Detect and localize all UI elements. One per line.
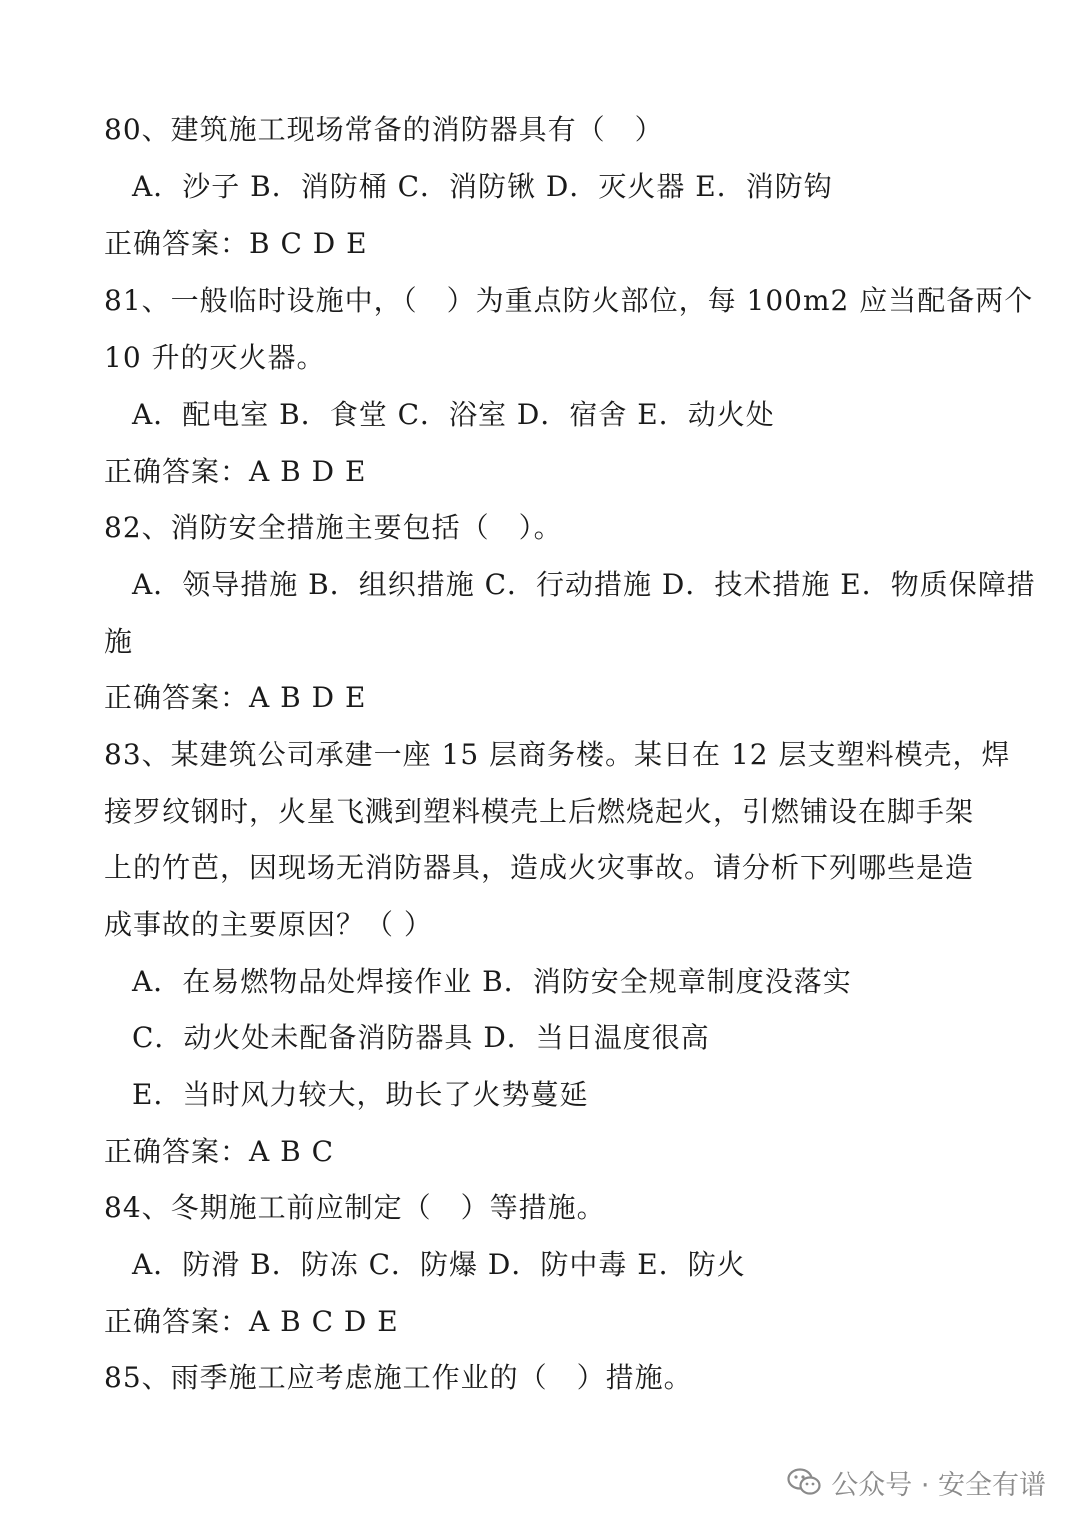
options-82-line-1: A．领导措施 B．组织措施 C．行动措施 D．技术措施 E．物质保障措 (132, 568, 1036, 601)
answer-84: 正确答案：A B C D E (104, 1305, 399, 1338)
options-83-line-3: E．当时风力较大，助长了火势蔓延 (132, 1078, 589, 1111)
answer-83: 正确答案：A B C (104, 1135, 335, 1168)
question-81-line-1: 81、一般临时设施中，（ ）为重点防火部位，每 100m2 应当配备两个 (104, 284, 1034, 317)
options-83-line-1: A．在易燃物品处焊接作业 B．消防安全规章制度没落实 (132, 965, 852, 998)
options-80: A．沙子 B．消防桶 C．消防锹 D．灭火器 E．消防钩 (132, 170, 833, 203)
options-84: A．防滑 B．防冻 C．防爆 D．防中毒 E．防火 (132, 1248, 746, 1281)
watermark (787, 1462, 1046, 1502)
question-81-line-2: 10 升的灭火器。 (104, 341, 326, 374)
question-82: 82、消防安全措施主要包括（ ）。 (104, 511, 563, 544)
question-83-line-2: 接罗纹钢时，火星飞溅到塑料模壳上后燃烧起火，引燃铺设在脚手架 (104, 795, 975, 828)
answer-82: 正确答案：A B D E (104, 681, 367, 714)
question-84: 84、冬期施工前应制定（ ）等措施。 (104, 1191, 606, 1224)
options-82-line-2: 施 (104, 625, 134, 658)
question-83-line-3: 上的竹芭，因现场无消防器具，造成火灾事故。请分析下列哪些是造 (104, 851, 975, 884)
question-85: 85、雨季施工应考虑施工作业的（ ）措施。 (104, 1361, 693, 1394)
question-83-line-1: 83、某建筑公司承建一座 15 层商务楼。某日在 12 层支塑料模壳，焊 (104, 738, 1011, 771)
watermark-text: 公众号 · 安全有谱 (831, 1469, 1046, 1501)
options-83-line-2: C．动火处未配备消防器具 D．当日温度很高 (132, 1021, 710, 1054)
question-80: 80、建筑施工现场常备的消防器具有（ ） (104, 113, 664, 146)
question-83-line-4: 成事故的主要原因？（ ） (104, 908, 433, 941)
answer-81: 正确答案：A B D E (104, 455, 367, 488)
wechat-icon (787, 1468, 821, 1496)
options-81: A．配电室 B．食堂 C．浴室 D．宿舍 E．动火处 (132, 398, 775, 431)
answer-80: 正确答案：B C D E (104, 227, 368, 260)
